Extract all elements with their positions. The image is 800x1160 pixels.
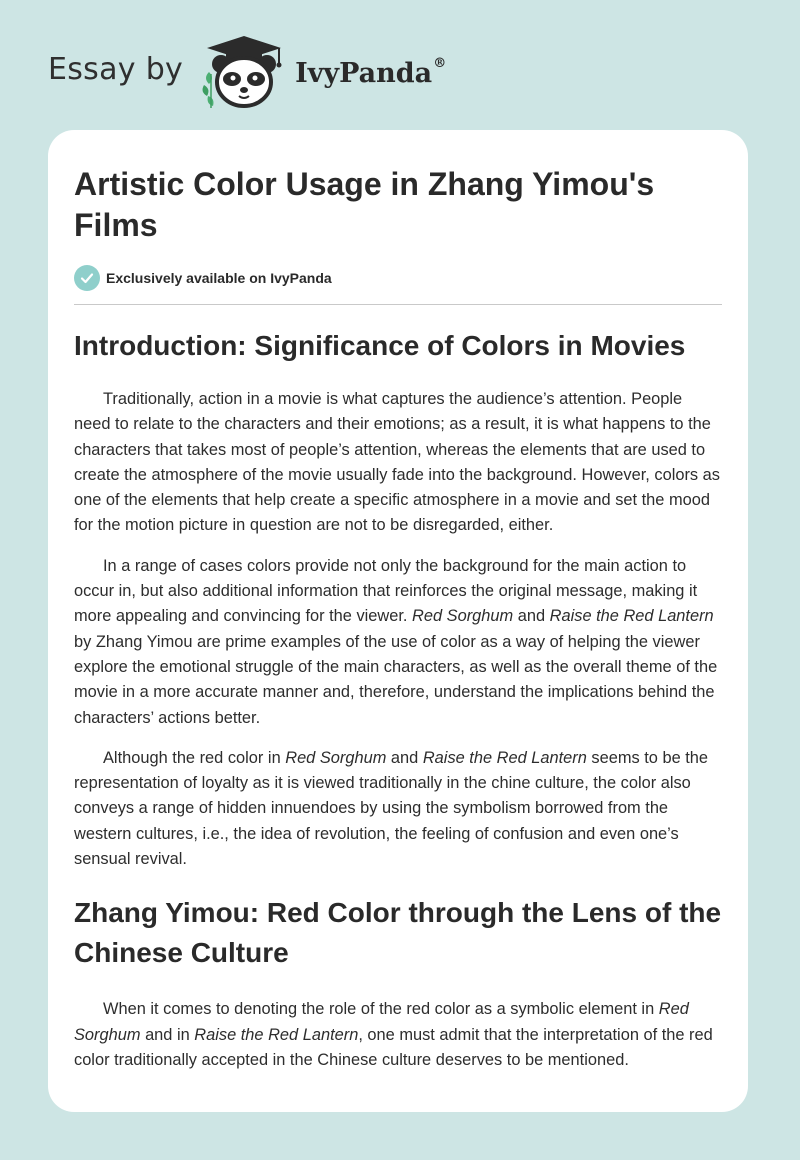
brand-name[interactable]: IvyPanda® <box>295 55 447 89</box>
paragraph: In a range of cases colors provide not only the background for the main action to occur in, but also additional information that reinforces the original message, making it more appealing and convincing for the viewer. Red Sorghum and Raise the Red Lantern by Zhang Yimou are prime examples of the use of color as a way of helping the viewer explore the emotional struggle of the main characters, as well as the overall theme of the movie in a more accurate manner and, therefore, understand the implications behind the characters’ actions better. <box>74 556 718 727</box>
site-header <box>48 34 446 110</box>
check-icon <box>74 265 100 291</box>
paragraph: Although the red color in Red Sorghum and Raise the Red Lantern seems to be the representation of loyalty as it is viewed traditionally in the chine culture, the color also conveys a range of hidden innuendoes by using the symbolism borrowed from the western cultures, i.e., the idea of revolution, the feeling of confusion and even one’s sensual revival. <box>74 748 709 869</box>
exclusive-label: Exclusively available on IvyPanda <box>106 270 332 286</box>
film-title: Red Sorghum <box>74 1000 689 1044</box>
essay-card <box>48 130 748 1112</box>
ivypanda-logo-icon[interactable] <box>199 34 289 110</box>
registered-mark: ® <box>433 55 447 71</box>
section-heading-red-color: Zhang Yimou: Red Color through the Lens of the Chinese Culture <box>74 897 722 969</box>
film-title: Red Sorghum <box>285 748 387 767</box>
film-title: Raise the Red Lantern <box>549 607 714 626</box>
paragraph: When it comes to denoting the role of the red color as a symbolic element in Red Sorghum and in Raise the Red Lantern, one must admit that the interpretation of the red color traditionally accepted in the Chinese culture deserves to be mentioned. <box>74 1000 713 1069</box>
paragraph: Traditionally, action in a movie is what captures the audience’s attention. People need to relate to the characters and their emotions; as a result, it is what happens to the characters that takes most of people’s attention, whereas the elements that are used to create the atmosphere of the movie usually fade into the background. However, colors as one of the elements that help create a specific atmosphere in a movie and set the mood for the motion picture in question are not to be disregarded, either. <box>74 390 720 535</box>
section-heading-introduction: Introduction: Significance of Colors in Movies <box>74 330 686 361</box>
film-title: Red Sorghum <box>412 607 514 626</box>
essay-title: Artistic Color Usage in Zhang Yimou's Films <box>74 166 655 243</box>
divider <box>74 304 722 305</box>
film-title: Raise the Red Lantern <box>422 748 587 767</box>
film-title: Raise the Red Lantern <box>194 1025 359 1044</box>
exclusive-badge <box>74 264 722 292</box>
essay-by-label: Essay by <box>48 51 184 87</box>
